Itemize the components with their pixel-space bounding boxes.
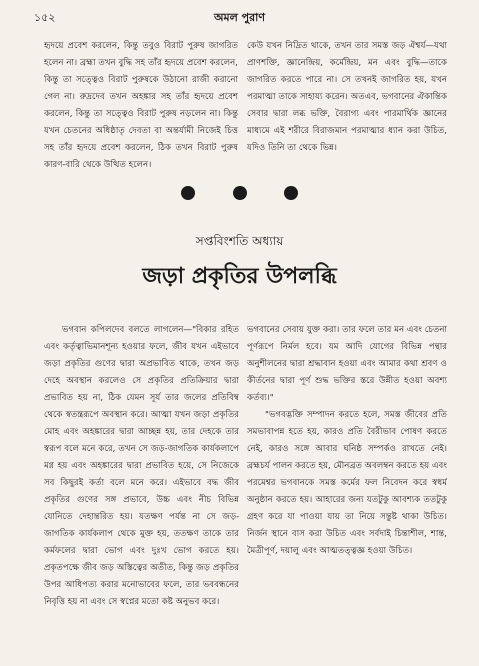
top-right-paragraph: কেউ যখন নিদ্রিত থাকে, তখন তার সমস্ত জড় ঐশ্বর্য—যথা প্রাণশক্তি, জ্ঞানেন্দ্রিয়, কর্মেন্দ্রিয়, মন এবং বুদ্ধি—তাকে জাগরিত করতে পারে না। সে তখনই জাগরিত হয়, যখন পরমাত্মা তাকে সাহায্য করেন। অতএব, ভগবানের ঐকান্তিক সেবার দ্বারা লব্ধ ভক্তি, বৈরাগ্য এবং পারমার্থিক জ্ঞানের মাধ্যমে এই শরীরে বিরাজমান পরমাত্মার ধ্যান করা উচিত, যদিও তিনি তা থেকে ভিন্ন। xyxy=(247,41,447,153)
bottom-right-column xyxy=(247,322,447,660)
bottom-left-paragraph: ভগবান কপিলদেব বলতে লাগলেন—"বিকার রহিত এবং কর্তৃত্বাভিমানশূন্য হওয়ার ফলে, জীব যখন এইভাবে জড়া প্রকৃতির গুণের দ্বারা অপ্রভাবিত থাকে, তখন জড় দেহে অবস্থান করলেও সে প্রকৃতির প্রতিক্রিয়ার দ্বারা প্রভাবিত হয় না, ঠিক যেমন সূর্য তার জলের প্রতিবিম্ব থেকে স্বতন্ত্ররূপে অবস্থান করে। আত্মা যখন জড়া প্রকৃতির মোহ এবং অহঙ্কারের দ্বারা আচ্ছন্ন হয়, তার দেহকে তার স্বরূপ বলে মনে করে, তখন সে জড়-জাগতিক কার্যকলাপে মগ্ন হয় এবং অহঙ্কারের দ্বারা প্রভাবিত হয়ে, সে নিজেকে সব কিছুরই কর্তা বলে মনে করে। এইভাবে বদ্ধ জীব প্রকৃতির গুণের সঙ্গ প্রভাবে, উচ্চ এবং নীচ বিভিন্ন যোনিতে দেহান্তরিত হয়। যতক্ষণ পর্যন্ত না সে জড়-জাগতিক কার্যকলাপ থেকে মুক্ত হয়, ততক্ষণ তাকে তার কর্মফলের দ্বারা ভোগ এবং দুঃখ ভোগ করতে হয়। প্রকৃতপক্ষে জীব জড় অস্তিত্বের অতীত, কিন্তু জড় প্রকৃতির উপর আধিপত্য করার মনোভাবের ফলে, তার ভববন্ধনের নিবৃত্তি হয় না এবং সে স্বপ্নের মতো কষ্ট অনুভব করে। xyxy=(44,325,239,607)
bottom-right-paragraph: ভগবানের সেবায় যুক্ত করা। তার ফলে তার মন এবং চেতনা পূর্ণরূপে নির্মল হবে। যম আদি যোগের বিভিন্ন পন্থার অনুশীলনের দ্বারা শ্রদ্ধাবান হওয়া এবং আমার কথা শ্রবণ ও কীর্তনের দ্বারা পূর্ণ শুদ্ধ ভক্তির স্তরে উন্নীত হওয়া অবশ্য কর্তব্য।" xyxy=(247,325,447,403)
ornament-dot-icon xyxy=(233,186,247,200)
ornament-dot-icon xyxy=(284,186,298,200)
bottom-left-column xyxy=(44,322,239,660)
top-left-paragraph: হৃদয়ে প্রবেশ করলেন, কিন্তু তবুও বিরাট পুরুষ জাগরিত হলেন না। ব্রহ্মা তখন বুদ্ধি সহ তাঁর হৃদয়ে প্রবেশ করলেন, কিন্তু তা সত্ত্বেও বিরাট পুরুষকে উঠানো রাজী করানো গেল না। রুদ্রদেব তখন অহঙ্কার সহ তাঁর হৃদয়ে প্রবেশ করলেন, কিন্তু তা সত্ত্বেও বিরাট পুরুষ নড়লেন না। কিন্তু যখন চেতনের অধিষ্ঠাতৃ দেবতা বা অন্তর্যামী নিজেই চিত্ত সহ তাঁর হৃদয়ে প্রবেশ করলেন, ঠিক তখন বিরাট পুরুষ কারণ-বারি থেকে উত্থিত হলেন। xyxy=(44,41,238,170)
top-right-column xyxy=(247,38,447,174)
chapter-subtitle: সপ্তবিংশতি অধ্যায় xyxy=(195,234,284,248)
running-head xyxy=(0,10,479,26)
book-title: অমল পুরাণ xyxy=(213,11,266,24)
chapter-title: জড়া প্রকৃতির উপলব্ধি xyxy=(142,263,337,289)
ornament-dot-icon xyxy=(181,186,195,200)
section-divider xyxy=(0,182,479,204)
top-left-column xyxy=(44,38,238,174)
bottom-right-paragraph: "ভগবদ্ভক্তি সম্পাদন করতে হলে, সমস্ত জীবের প্রতি সমভাবাপন্ন হতে হয়, কারও প্রতি বৈরীভাব পোষণ করতে নেই, কারও সঙ্গে আবার ঘনিষ্ঠ সম্পর্কও রাখতে নেই। ব্রহ্মচর্য পালন করতে হয়, মৌনব্রত অবলম্বন করতে হয় এবং পরমেশ্বর ভগবানকে সমস্ত কর্মের ফল নিবেদন করে স্বধর্ম অনুষ্ঠান করতে হয়। আহারের জন্য যতটুকু আবশ্যক ততটুকু গ্রহণ করে যা পাওয়া যায় তা নিয়ে সন্তুষ্ট থাকা উচিত। নির্জন স্থানে বাস করা উচিত এবং সর্বদাই চিন্তাশীল, শান্ত, মৈত্রীপূর্ণ, দয়ালু এবং আত্মতত্ত্বজ্ঞ হওয়া উচিত। xyxy=(247,410,447,556)
page-number: ১৫২ xyxy=(34,11,56,24)
